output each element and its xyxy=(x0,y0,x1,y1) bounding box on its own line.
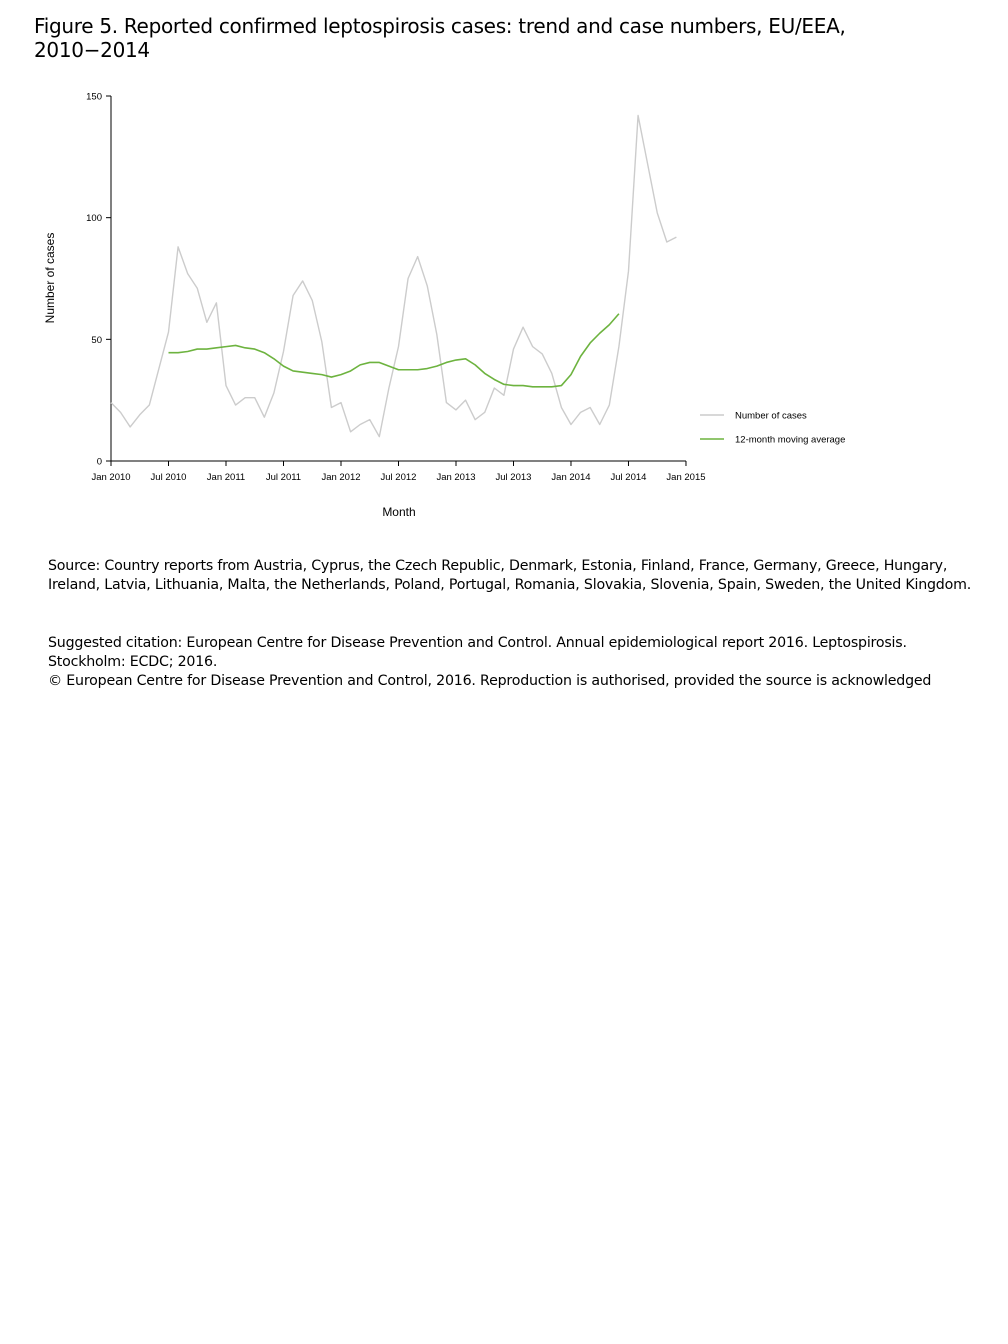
y-tick-label: 150 xyxy=(86,91,102,103)
source-text: Source: Country reports from Austria, Cyprus, the Czech Republic, Denmark, Estonia, Finland, France, Germany, Greece, Hungary, Ireland, Latvia, Lithuania, Malta, the Netherlands, Poland, Portugal, Romania, Slovakia, Slovenia, Spain, Sweden, the United Kingdom. xyxy=(48,558,972,593)
y-tick-label: 50 xyxy=(91,334,102,346)
x-axis-title: Month xyxy=(382,505,416,519)
x-tick-label: Jan 2010 xyxy=(91,472,131,483)
citation-block xyxy=(48,634,978,691)
x-tick-label: Jul 2013 xyxy=(495,472,532,483)
y-tick-label: 100 xyxy=(86,213,102,225)
x-tick-label: Jan 2011 xyxy=(206,472,246,483)
x-tick-label: Jan 2014 xyxy=(551,472,591,483)
copyright-text: © European Centre for Disease Prevention and Control, 2016. Reproduction is authorised, provided the source is acknowledged xyxy=(48,673,932,689)
y-axis-title: Number of cases xyxy=(43,232,57,324)
cases-series-line xyxy=(111,115,676,436)
x-tick-label: Jul 2014 xyxy=(610,472,647,483)
citation-text: Suggested citation: European Centre for Disease Prevention and Control. Annual epidemiological report 2016. Leptospirosis. Stockholm: ECDC; 2016. xyxy=(48,635,907,670)
legend-label: Number of cases xyxy=(735,410,807,422)
line-chart xyxy=(0,0,1008,540)
chart-series xyxy=(111,115,676,436)
x-tick-label: Jul 2011 xyxy=(265,472,302,483)
x-tick-label: Jan 2012 xyxy=(321,472,361,483)
legend-label: 12-month moving average xyxy=(735,434,846,446)
x-tick-label: Jul 2012 xyxy=(380,472,417,483)
y-tick-label: 0 xyxy=(96,456,102,468)
source-note xyxy=(48,557,978,595)
moving-average-series-line xyxy=(169,314,619,387)
chart-legend xyxy=(700,411,845,446)
x-tick-label: Jan 2015 xyxy=(666,472,706,483)
x-tick-label: Jul 2010 xyxy=(150,472,187,483)
figure-title: Figure 5. Reported confirmed leptospirosis cases: trend and case numbers, EU/EEA, 2010−2014 xyxy=(34,14,846,62)
x-tick-label: Jan 2013 xyxy=(436,472,476,483)
chart-axes xyxy=(86,92,705,484)
